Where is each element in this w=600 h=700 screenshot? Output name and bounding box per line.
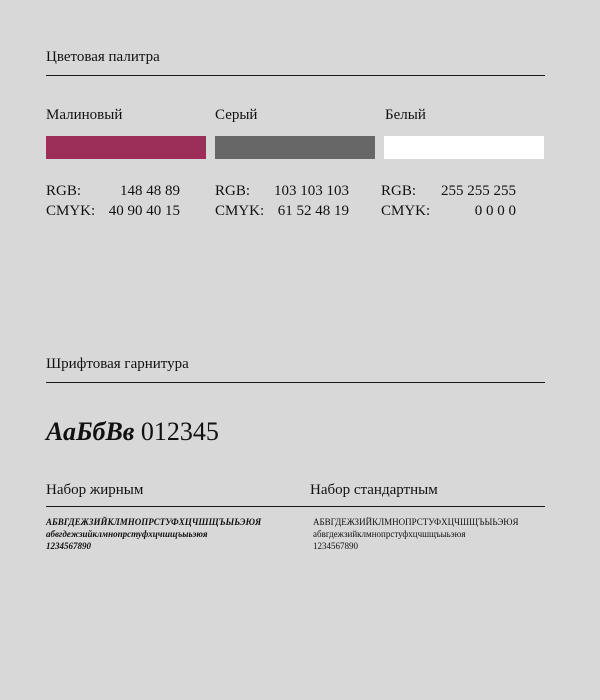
- regular-set-title: Набор стандартным: [310, 482, 438, 498]
- color-swatch-crimson: [46, 136, 206, 159]
- rgb-label: RGB:: [381, 183, 417, 199]
- sample-digits: 012345: [140, 417, 219, 446]
- cmyk-row-crimson: [46, 202, 206, 220]
- rgb-label: RGB:: [215, 183, 251, 199]
- cmyk-label: CMYK:: [215, 203, 265, 219]
- palette-title: Цветовая палитра: [46, 49, 160, 65]
- cmyk-row-gray: [215, 202, 375, 220]
- cmyk-row-white: [381, 202, 541, 220]
- rgb-label: RGB:: [46, 183, 82, 199]
- rgb-value: 148 48 89: [120, 183, 180, 199]
- typeface-sample: [46, 417, 219, 447]
- bold-uppercase: АБВГДЕЖЗИЙКЛМНОПРСТУФХЦЧШЩЪЫЬЭЮЯ: [46, 517, 262, 527]
- regular-set: [313, 516, 519, 552]
- palette-divider: [46, 75, 545, 76]
- typeface-divider: [46, 382, 545, 383]
- rgb-value: 255 255 255: [441, 183, 516, 199]
- color-swatch-white: [384, 136, 544, 159]
- color-name-gray: Серый: [215, 107, 258, 123]
- cmyk-value: 0 0 0 0: [474, 203, 516, 219]
- color-swatch-gray: [215, 136, 375, 159]
- cmyk-label: CMYK:: [381, 203, 431, 219]
- color-name-white: Белый: [385, 107, 426, 123]
- bold-set-title: Набор жирным: [46, 482, 144, 498]
- rgb-value: 103 103 103: [274, 183, 349, 199]
- regular-digits: 1234567890: [313, 541, 358, 551]
- cmyk-value: 61 52 48 19: [277, 203, 349, 219]
- color-name-crimson: Малиновый: [46, 107, 123, 123]
- cmyk-value: 40 90 40 15: [108, 203, 180, 219]
- regular-uppercase: АБВГДЕЖЗИЙКЛМНОПРСТУФХЦЧШЩЪЫЬЭЮЯ: [313, 517, 519, 527]
- rgb-row-white: [381, 182, 541, 200]
- sets-divider: [46, 506, 545, 507]
- bold-set: [46, 516, 261, 552]
- regular-lowercase: абвгдежзийклмнопрстуфхцчшщъыьэюя: [313, 529, 466, 539]
- bold-lowercase: абвгдежзийклмнопрстуфхцчшщъыьэюя: [46, 529, 208, 539]
- rgb-row-gray: [215, 182, 375, 200]
- cmyk-label: CMYK:: [46, 203, 96, 219]
- rgb-row-crimson: [46, 182, 206, 200]
- typeface-title: Шрифтовая гарнитура: [46, 356, 189, 372]
- bold-digits: 1234567890: [46, 541, 91, 551]
- sample-letters: АаБбВв: [46, 417, 135, 446]
